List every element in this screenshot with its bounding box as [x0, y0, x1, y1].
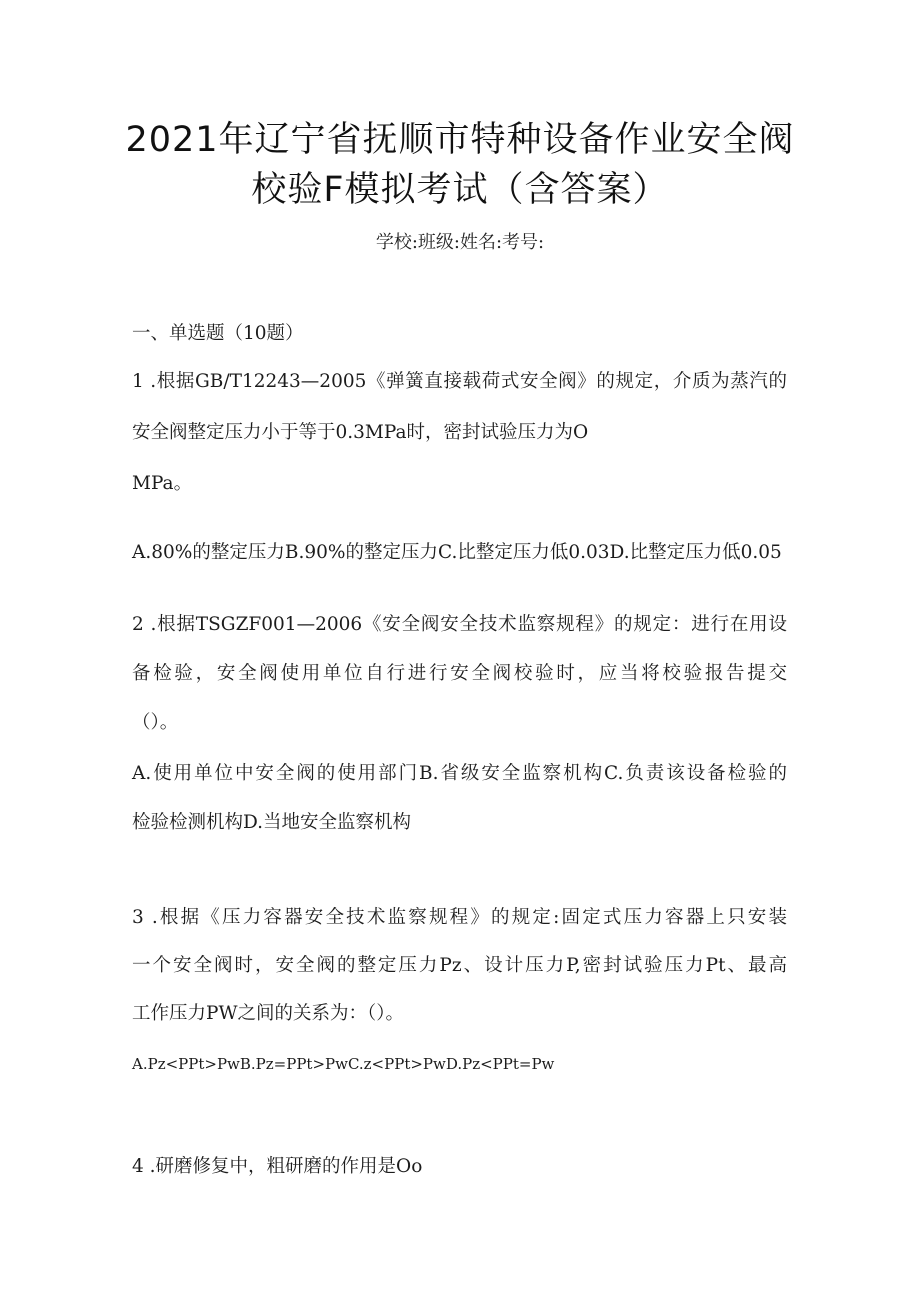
question-3-line-1: 3 .根据《压力容器安全技术监察规程》的规定:固定式压力容器上只安装	[132, 907, 787, 928]
question-1-line-2: 安全阀整定压力小于等于0.3MPa时，密封试验压力为O	[132, 422, 589, 443]
question-2-line-2: 备检验，安全阀使用单位自行进行安全阀校验时，应当将校验报告提交	[132, 663, 787, 684]
student-info-line: 学校:班级:姓名:考号:	[375, 232, 545, 253]
question-3-options: A.Pz<PPt>PwB.Pz=PPt>PwC.z<PPt>PwD.Pz<PPt=Pw	[132, 1055, 555, 1073]
question-2-line-3: （）。	[132, 712, 179, 733]
document-title-line-2: 校验F模拟考试（含答案）	[251, 170, 669, 210]
question-2-options-line-1: A.使用单位中安全阀的使用部门B.省级安全监察机构C.负责该设备检验的	[132, 763, 787, 784]
question-2-options-line-2: 检验检测机构D.当地安全监察机构	[132, 812, 412, 833]
section-heading: 一、单选题（10题）	[132, 323, 304, 344]
question-1-line-1: 1 .根据GB/T12243—2005《弹簧直接载荷式安全阀》的规定，介质为蒸汽的	[132, 371, 787, 392]
question-1-options: A.80%的整定压力B.90%的整定压力C.比整定压力低0.03D.比整定压力低0.05	[132, 542, 782, 563]
question-1-line-3: MPa。	[132, 473, 193, 494]
question-4-line-1: 4 .研磨修复中，粗研磨的作用是Oo	[132, 1156, 423, 1177]
question-3-line-2: 一个安全阀时，安全阀的整定压力Pz、设计压力P,密封试验压力Pt、最高	[132, 955, 787, 976]
question-3-line-3: 工作压力PW之间的关系为：（）。	[132, 1003, 404, 1024]
question-2-line-1: 2 .根据TSGZF001—2006《安全阀安全技术监察规程》的规定：进行在用设	[132, 614, 787, 635]
document-title-line-1: 2021年辽宁省抚顺市特种设备作业安全阀	[125, 120, 795, 160]
